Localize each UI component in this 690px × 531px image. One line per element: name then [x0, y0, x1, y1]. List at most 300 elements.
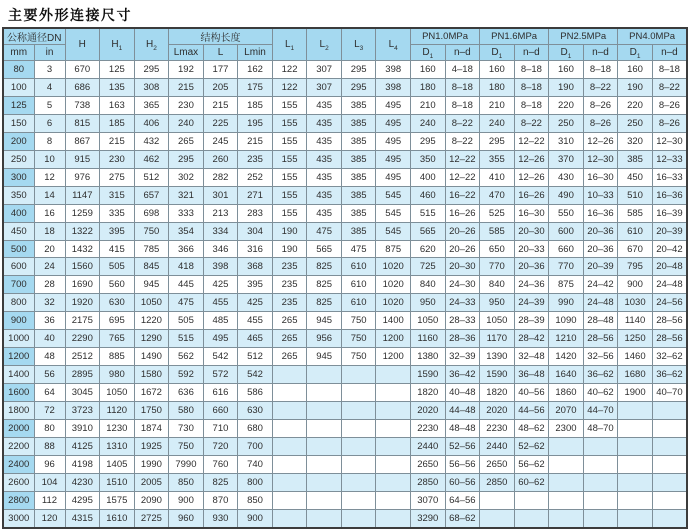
value-cell: 2300 [549, 420, 584, 438]
value-cell: 40–48 [445, 384, 480, 402]
value-cell: 283 [238, 204, 273, 222]
value-cell: 12–26 [583, 132, 618, 150]
value-cell [307, 491, 342, 509]
value-cell: 12–22 [445, 168, 480, 186]
value-cell: 1590 [410, 366, 445, 384]
value-cell: 24–39 [514, 294, 549, 312]
column-header: H [65, 28, 100, 61]
value-cell: 14 [34, 186, 65, 204]
value-cell: 122 [272, 78, 307, 96]
value-cell: 40–56 [514, 384, 549, 402]
value-cell: 470 [480, 186, 515, 204]
value-cell: 398 [376, 78, 411, 96]
value-cell [272, 366, 307, 384]
value-cell: 495 [376, 114, 411, 132]
value-cell: 1510 [100, 473, 135, 491]
value-cell: 64 [34, 384, 65, 402]
value-cell: 12–22 [514, 132, 549, 150]
value-cell: 725 [410, 258, 445, 276]
value-cell: 177 [203, 61, 238, 79]
value-cell: 495 [376, 132, 411, 150]
value-cell: 10 [34, 150, 65, 168]
value-cell: 72 [34, 402, 65, 420]
value-cell: 1820 [410, 384, 445, 402]
value-cell: 900 [238, 509, 273, 528]
value-cell: 1820 [480, 384, 515, 402]
value-cell: 542 [203, 348, 238, 366]
value-cell [652, 509, 687, 528]
value-cell: 960 [169, 509, 204, 528]
value-cell: 1120 [100, 402, 135, 420]
value-cell [307, 384, 342, 402]
table-row [3, 455, 687, 473]
value-cell: 2440 [410, 438, 445, 456]
value-cell: 1672 [134, 384, 169, 402]
value-cell: 415 [100, 240, 135, 258]
table-row [3, 330, 687, 348]
value-cell: 1050 [410, 312, 445, 330]
value-cell: 385 [341, 204, 376, 222]
value-cell: 8–18 [514, 78, 549, 96]
value-cell: 1170 [480, 330, 515, 348]
value-cell: 8–22 [445, 114, 480, 132]
dn-mm-cell: 900 [3, 312, 34, 330]
value-cell: 12–30 [583, 150, 618, 168]
value-cell: 698 [134, 204, 169, 222]
table-row [3, 96, 687, 114]
dn-mm-cell: 800 [3, 294, 34, 312]
value-cell: 16–30 [583, 168, 618, 186]
value-cell: 190 [618, 78, 653, 96]
value-cell: 163 [100, 96, 135, 114]
value-cell: 1680 [618, 366, 653, 384]
value-cell: 1590 [480, 366, 515, 384]
value-cell [549, 438, 584, 456]
value-cell [618, 491, 653, 509]
value-cell: 60–56 [445, 473, 480, 491]
page-title: 主要外形连接尺寸 [8, 7, 132, 23]
dn-mm-cell: 600 [3, 258, 34, 276]
value-cell: 12–26 [514, 150, 549, 168]
dn-mm-cell: 80 [3, 61, 34, 79]
value-cell: 455 [238, 312, 273, 330]
value-cell [618, 402, 653, 420]
value-cell: 990 [549, 294, 584, 312]
value-cell [618, 473, 653, 491]
value-cell: 16–33 [652, 168, 687, 186]
value-cell: 840 [410, 276, 445, 294]
value-cell: 56–62 [514, 455, 549, 473]
value-cell: 385 [341, 168, 376, 186]
value-cell: 660 [203, 402, 238, 420]
value-cell: 8–22 [445, 132, 480, 150]
value-cell: 2650 [480, 455, 515, 473]
value-cell: 16–36 [583, 204, 618, 222]
value-cell: 20–36 [583, 222, 618, 240]
table-row [3, 78, 687, 96]
dn-mm-cell: 700 [3, 276, 34, 294]
value-cell: 636 [169, 384, 204, 402]
value-cell: 730 [169, 420, 204, 438]
value-cell: 16–26 [514, 186, 549, 204]
table-row [3, 384, 687, 402]
table-row [3, 204, 687, 222]
value-cell: 28–36 [445, 330, 480, 348]
value-cell [652, 455, 687, 473]
value-cell: 20–26 [445, 240, 480, 258]
value-cell: 930 [203, 509, 238, 528]
dn-mm-cell: 450 [3, 222, 34, 240]
value-cell: 190 [272, 240, 307, 258]
value-cell: 565 [307, 240, 342, 258]
value-cell [341, 473, 376, 491]
value-cell: 900 [169, 491, 204, 509]
value-cell: 235 [272, 258, 307, 276]
value-cell: 385 [341, 150, 376, 168]
value-cell: 8–18 [583, 61, 618, 79]
value-cell: 24–42 [583, 276, 618, 294]
value-cell: 210 [480, 96, 515, 114]
value-cell: 36–48 [514, 366, 549, 384]
value-cell: 686 [65, 78, 100, 96]
column-header: $L_4$ [376, 28, 411, 61]
value-cell: 4125 [65, 438, 100, 456]
table-row [3, 276, 687, 294]
value-cell: 915 [65, 150, 100, 168]
value-cell: 125 [100, 61, 135, 79]
value-cell: 16–36 [652, 186, 687, 204]
value-cell: 435 [307, 96, 342, 114]
value-cell: 1400 [376, 312, 411, 330]
value-cell: 956 [307, 330, 342, 348]
value-cell: 52–56 [445, 438, 480, 456]
value-cell: 410 [480, 168, 515, 186]
value-cell: 40 [34, 330, 65, 348]
value-cell: 885 [100, 348, 135, 366]
value-cell: 750 [341, 312, 376, 330]
value-cell: 2512 [65, 348, 100, 366]
value-cell: 545 [376, 186, 411, 204]
table-row [3, 366, 687, 384]
value-cell: 490 [549, 186, 584, 204]
value-cell: 16–26 [445, 204, 480, 222]
value-cell: 586 [238, 384, 273, 402]
value-cell: 2440 [480, 438, 515, 456]
value-cell: 1050 [100, 384, 135, 402]
value-cell: 32 [34, 294, 65, 312]
value-cell: 1690 [65, 276, 100, 294]
value-cell: 592 [169, 366, 204, 384]
value-cell: 8–18 [652, 61, 687, 79]
value-cell: 875 [549, 276, 584, 294]
value-cell: 545 [376, 204, 411, 222]
value-cell: 80 [34, 420, 65, 438]
value-cell [341, 366, 376, 384]
value-cell: 4295 [65, 491, 100, 509]
value-cell: 1030 [618, 294, 653, 312]
value-cell: 88 [34, 438, 65, 456]
value-cell: 418 [169, 258, 204, 276]
value-cell: 505 [100, 258, 135, 276]
value-cell: 8–26 [583, 114, 618, 132]
value-cell: 18 [34, 222, 65, 240]
value-cell: 355 [480, 150, 515, 168]
value-cell: 950 [480, 294, 515, 312]
column-header: mm [3, 45, 34, 61]
value-cell [272, 509, 307, 528]
value-cell: 120 [34, 509, 65, 528]
value-cell [341, 420, 376, 438]
value-cell: 155 [272, 132, 307, 150]
column-header: PN4.0MPa [618, 28, 687, 45]
value-cell: 20–30 [514, 222, 549, 240]
value-cell: 155 [272, 114, 307, 132]
value-cell: 542 [238, 366, 273, 384]
value-cell: 4198 [65, 455, 100, 473]
value-cell: 28–42 [514, 330, 549, 348]
value-cell: 48–48 [445, 420, 480, 438]
header-row [3, 28, 687, 45]
value-cell: 750 [134, 222, 169, 240]
value-cell: 4 [34, 78, 65, 96]
value-cell: 1322 [65, 222, 100, 240]
value-cell: 215 [100, 132, 135, 150]
value-cell: 8 [34, 132, 65, 150]
value-cell: 60–62 [514, 473, 549, 491]
value-cell: 1874 [134, 420, 169, 438]
value-cell: 195 [238, 114, 273, 132]
value-cell: 52–62 [514, 438, 549, 456]
value-cell: 160 [618, 61, 653, 79]
value-cell: 976 [65, 168, 100, 186]
value-cell: 1405 [100, 455, 135, 473]
value-cell: 3910 [65, 420, 100, 438]
value-cell: 8–18 [445, 78, 480, 96]
value-cell: 368 [238, 258, 273, 276]
value-cell [376, 402, 411, 420]
value-cell: 12–30 [652, 132, 687, 150]
value-cell: 825 [203, 473, 238, 491]
value-cell: 395 [100, 222, 135, 240]
column-header: Lmin [238, 45, 273, 61]
value-cell: 155 [272, 168, 307, 186]
value-cell: 160 [480, 61, 515, 79]
value-cell: 2650 [410, 455, 445, 473]
value-cell [583, 473, 618, 491]
value-cell: 515 [169, 330, 204, 348]
column-header: n–d [514, 45, 549, 61]
value-cell: 6 [34, 114, 65, 132]
value-cell: 32–62 [652, 348, 687, 366]
table-row [3, 240, 687, 258]
value-cell: 180 [410, 78, 445, 96]
value-cell: 385 [341, 132, 376, 150]
value-cell: 435 [307, 132, 342, 150]
value-cell: 738 [65, 96, 100, 114]
value-cell: 48–70 [583, 420, 618, 438]
value-cell: 1250 [618, 330, 653, 348]
dn-mm-cell: 125 [3, 96, 34, 114]
value-cell [618, 509, 653, 528]
value-cell: 505 [169, 312, 204, 330]
value-cell: 765 [100, 330, 135, 348]
value-cell: 36 [34, 312, 65, 330]
value-cell: 175 [238, 78, 273, 96]
value-cell: 24–33 [445, 294, 480, 312]
value-cell: 265 [272, 312, 307, 330]
value-cell: 545 [376, 222, 411, 240]
value-cell: 185 [238, 96, 273, 114]
value-cell [549, 491, 584, 509]
table-row [3, 491, 687, 509]
value-cell [307, 455, 342, 473]
value-cell: 2230 [480, 420, 515, 438]
value-cell: 215 [169, 78, 204, 96]
value-cell: 462 [134, 150, 169, 168]
value-cell: 1860 [549, 384, 584, 402]
value-cell: 1925 [134, 438, 169, 456]
value-cell: 1210 [549, 330, 584, 348]
value-cell [341, 455, 376, 473]
value-cell: 36–62 [583, 366, 618, 384]
value-cell: 2070 [549, 402, 584, 420]
value-cell: 12–33 [652, 150, 687, 168]
value-cell: 945 [134, 276, 169, 294]
value-cell: 56–56 [445, 455, 480, 473]
value-cell: 44–48 [445, 402, 480, 420]
value-cell [307, 438, 342, 456]
value-cell: 48 [34, 348, 65, 366]
value-cell: 155 [272, 150, 307, 168]
value-cell: 2725 [134, 509, 169, 528]
value-cell: 24–30 [445, 276, 480, 294]
value-cell: 512 [238, 348, 273, 366]
value-cell: 8–18 [514, 61, 549, 79]
value-cell: 425 [203, 276, 238, 294]
value-cell: 1230 [100, 420, 135, 438]
value-cell: 385 [341, 222, 376, 240]
dn-mm-cell: 1800 [3, 402, 34, 420]
value-cell: 20–30 [445, 258, 480, 276]
value-cell: 785 [134, 240, 169, 258]
value-cell: 4315 [65, 509, 100, 528]
value-cell: 240 [169, 114, 204, 132]
value-cell: 295 [341, 61, 376, 79]
value-cell [652, 420, 687, 438]
value-cell [618, 438, 653, 456]
value-cell: 215 [238, 132, 273, 150]
value-cell: 335 [100, 204, 135, 222]
value-cell [652, 402, 687, 420]
value-cell: 950 [410, 294, 445, 312]
value-cell: 616 [203, 384, 238, 402]
value-cell: 235 [238, 150, 273, 168]
value-cell: 385 [341, 186, 376, 204]
value-cell: 190 [549, 78, 584, 96]
value-cell: 385 [618, 150, 653, 168]
value-cell: 1160 [410, 330, 445, 348]
value-cell: 370 [549, 150, 584, 168]
column-header: $D_1$ [618, 45, 653, 61]
value-cell: 495 [376, 96, 411, 114]
value-cell: 1020 [376, 276, 411, 294]
value-cell: 28–56 [652, 312, 687, 330]
value-cell: 760 [203, 455, 238, 473]
value-cell: 425 [238, 294, 273, 312]
value-cell: 870 [203, 491, 238, 509]
value-cell: 980 [100, 366, 135, 384]
value-cell: 395 [238, 276, 273, 294]
value-cell: 28–56 [583, 330, 618, 348]
value-cell: 20–33 [514, 240, 549, 258]
value-cell: 265 [272, 348, 307, 366]
value-cell [341, 491, 376, 509]
value-cell: 20–39 [652, 222, 687, 240]
value-cell: 620 [410, 240, 445, 258]
value-cell: 8–18 [514, 96, 549, 114]
value-cell: 850 [238, 491, 273, 509]
value-cell [480, 509, 515, 528]
table-row [3, 402, 687, 420]
value-cell: 1290 [134, 330, 169, 348]
dn-mm-cell: 1400 [3, 366, 34, 384]
value-cell: 432 [134, 132, 169, 150]
value-cell: 316 [238, 240, 273, 258]
value-cell: 365 [134, 96, 169, 114]
value-cell: 16–22 [445, 186, 480, 204]
value-cell: 585 [618, 204, 653, 222]
value-cell: 354 [169, 222, 204, 240]
value-cell: 310 [549, 132, 584, 150]
dn-mm-cell: 150 [3, 114, 34, 132]
value-cell: 475 [169, 294, 204, 312]
value-cell: 460 [410, 186, 445, 204]
value-cell: 192 [169, 61, 204, 79]
value-cell: 10–33 [583, 186, 618, 204]
value-cell [514, 491, 549, 509]
value-cell: 271 [238, 186, 273, 204]
value-cell: 180 [480, 78, 515, 96]
value-cell: 20–42 [652, 240, 687, 258]
value-cell [376, 438, 411, 456]
value-cell: 1259 [65, 204, 100, 222]
value-cell [341, 384, 376, 402]
value-cell: 2090 [134, 491, 169, 509]
value-cell: 825 [307, 258, 342, 276]
value-cell: 2005 [134, 473, 169, 491]
value-cell: 610 [341, 258, 376, 276]
value-cell [272, 455, 307, 473]
value-cell: 1380 [410, 348, 445, 366]
value-cell: 720 [203, 438, 238, 456]
value-cell: 1200 [376, 348, 411, 366]
value-cell: 900 [618, 276, 653, 294]
value-cell [583, 491, 618, 509]
value-cell: 475 [307, 222, 342, 240]
table-row [3, 186, 687, 204]
value-cell: 2175 [65, 312, 100, 330]
value-cell: 3045 [65, 384, 100, 402]
value-cell: 670 [618, 240, 653, 258]
value-cell: 562 [169, 348, 204, 366]
value-cell [272, 402, 307, 420]
column-header: in [34, 45, 65, 61]
value-cell [618, 420, 653, 438]
value-cell: 825 [307, 294, 342, 312]
value-cell: 1420 [549, 348, 584, 366]
value-cell [514, 509, 549, 528]
value-cell: 20–48 [652, 258, 687, 276]
